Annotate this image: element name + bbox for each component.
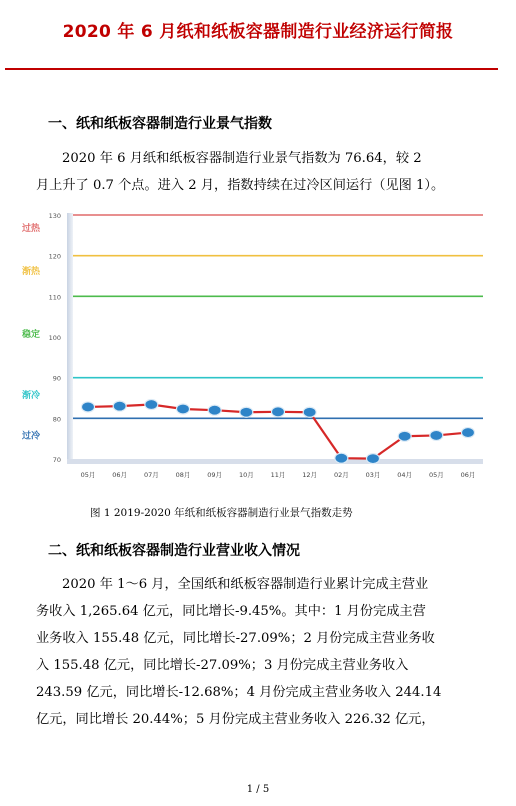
- data-point: [177, 404, 190, 414]
- y-tick-label: 90: [52, 374, 61, 383]
- zone-label: 渐热: [22, 266, 41, 277]
- data-point: [367, 454, 380, 464]
- y-tick-label: 120: [48, 252, 61, 261]
- index-chart: [18, 204, 498, 494]
- y-tick-label: 110: [48, 293, 61, 302]
- title-divider: [5, 68, 498, 70]
- data-point: [145, 400, 158, 410]
- x-tick-label: 05月: [80, 471, 96, 479]
- x-tick-label: 07月: [143, 471, 159, 479]
- paragraph-line: 2020 年 1～6 月，全国纸和纸板容器制造行业累计完成主营业: [62, 577, 429, 592]
- page-number: 1 / 5: [246, 784, 270, 795]
- y-tick-label: 100: [48, 334, 61, 342]
- section-heading-index: 一、纸和纸板容器制造行业景气指数: [48, 116, 272, 132]
- paragraph-line: 务收入 1,265.64 亿元，同比增长-9.45%。其中：1 月份完成主营: [36, 604, 426, 619]
- data-point: [398, 431, 411, 441]
- paragraph-line: 业务收入 155.48 亿元，同比增长-27.09%；2 月份完成主营业务收: [36, 631, 435, 646]
- zone-label: 渐冷: [22, 390, 41, 401]
- data-point: [82, 402, 95, 412]
- data-point: [430, 430, 443, 440]
- data-point: [303, 407, 316, 417]
- figure-caption: 图 1 2019-2020 年纸和纸板容器制造行业景气指数走势: [90, 507, 353, 519]
- data-point: [208, 405, 221, 415]
- paragraph-line: 2020 年 6 月纸和纸板容器制造行业景气指数为 76.64，较 2: [62, 151, 422, 166]
- x-tick-label: 04月: [397, 471, 413, 479]
- x-tick-label: 06月: [112, 471, 128, 479]
- paragraph-line: 入 155.48 亿元，同比增长-27.09%；3 月份完成主营业务收入: [36, 658, 409, 673]
- section-heading-revenue: 二、纸和纸板容器制造行业营业收入情况: [48, 543, 300, 559]
- x-tick-label: 10月: [238, 471, 254, 479]
- zone-label: 过冷: [22, 431, 41, 442]
- paragraph-line: 243.59 亿元，同比增长-12.68%；4 月份完成主营业务收入 244.14: [36, 685, 442, 700]
- x-tick-label: 03月: [365, 471, 381, 479]
- data-point: [272, 407, 285, 417]
- x-tick-label: 09月: [207, 471, 223, 479]
- zone-label: 稳定: [22, 329, 41, 340]
- x-tick-label: 12月: [302, 471, 318, 479]
- paragraph-line: 月上升了 0.7 个点。进入 2 月，指数持续在过冷区间运行（见图 1）。: [36, 178, 445, 193]
- zone-label: 过热: [22, 224, 41, 235]
- page-title: 2020 年 6 月纸和纸板容器制造行业经济运行简报: [62, 22, 454, 42]
- x-tick-label: 06月: [460, 471, 476, 479]
- data-point: [113, 401, 126, 411]
- x-tick-label: 11月: [270, 471, 286, 479]
- data-point: [240, 407, 253, 417]
- section2-paragraph: [36, 571, 496, 733]
- y-tick-label: 70: [52, 456, 61, 464]
- y-tick-label: 130: [48, 212, 61, 220]
- x-tick-label: 08月: [175, 471, 191, 479]
- y-axis-band: [67, 213, 73, 461]
- data-point: [335, 453, 348, 463]
- data-point: [462, 428, 475, 438]
- x-axis-band: [67, 459, 483, 464]
- section1-paragraph: [36, 145, 496, 199]
- paragraph-line: 亿元，同比增长 20.44%；5 月份完成主营业务收入 226.32 亿元，: [36, 712, 435, 727]
- y-tick-label: 80: [52, 415, 61, 424]
- x-tick-label: 02月: [333, 471, 349, 479]
- x-tick-label: 05月: [428, 471, 444, 479]
